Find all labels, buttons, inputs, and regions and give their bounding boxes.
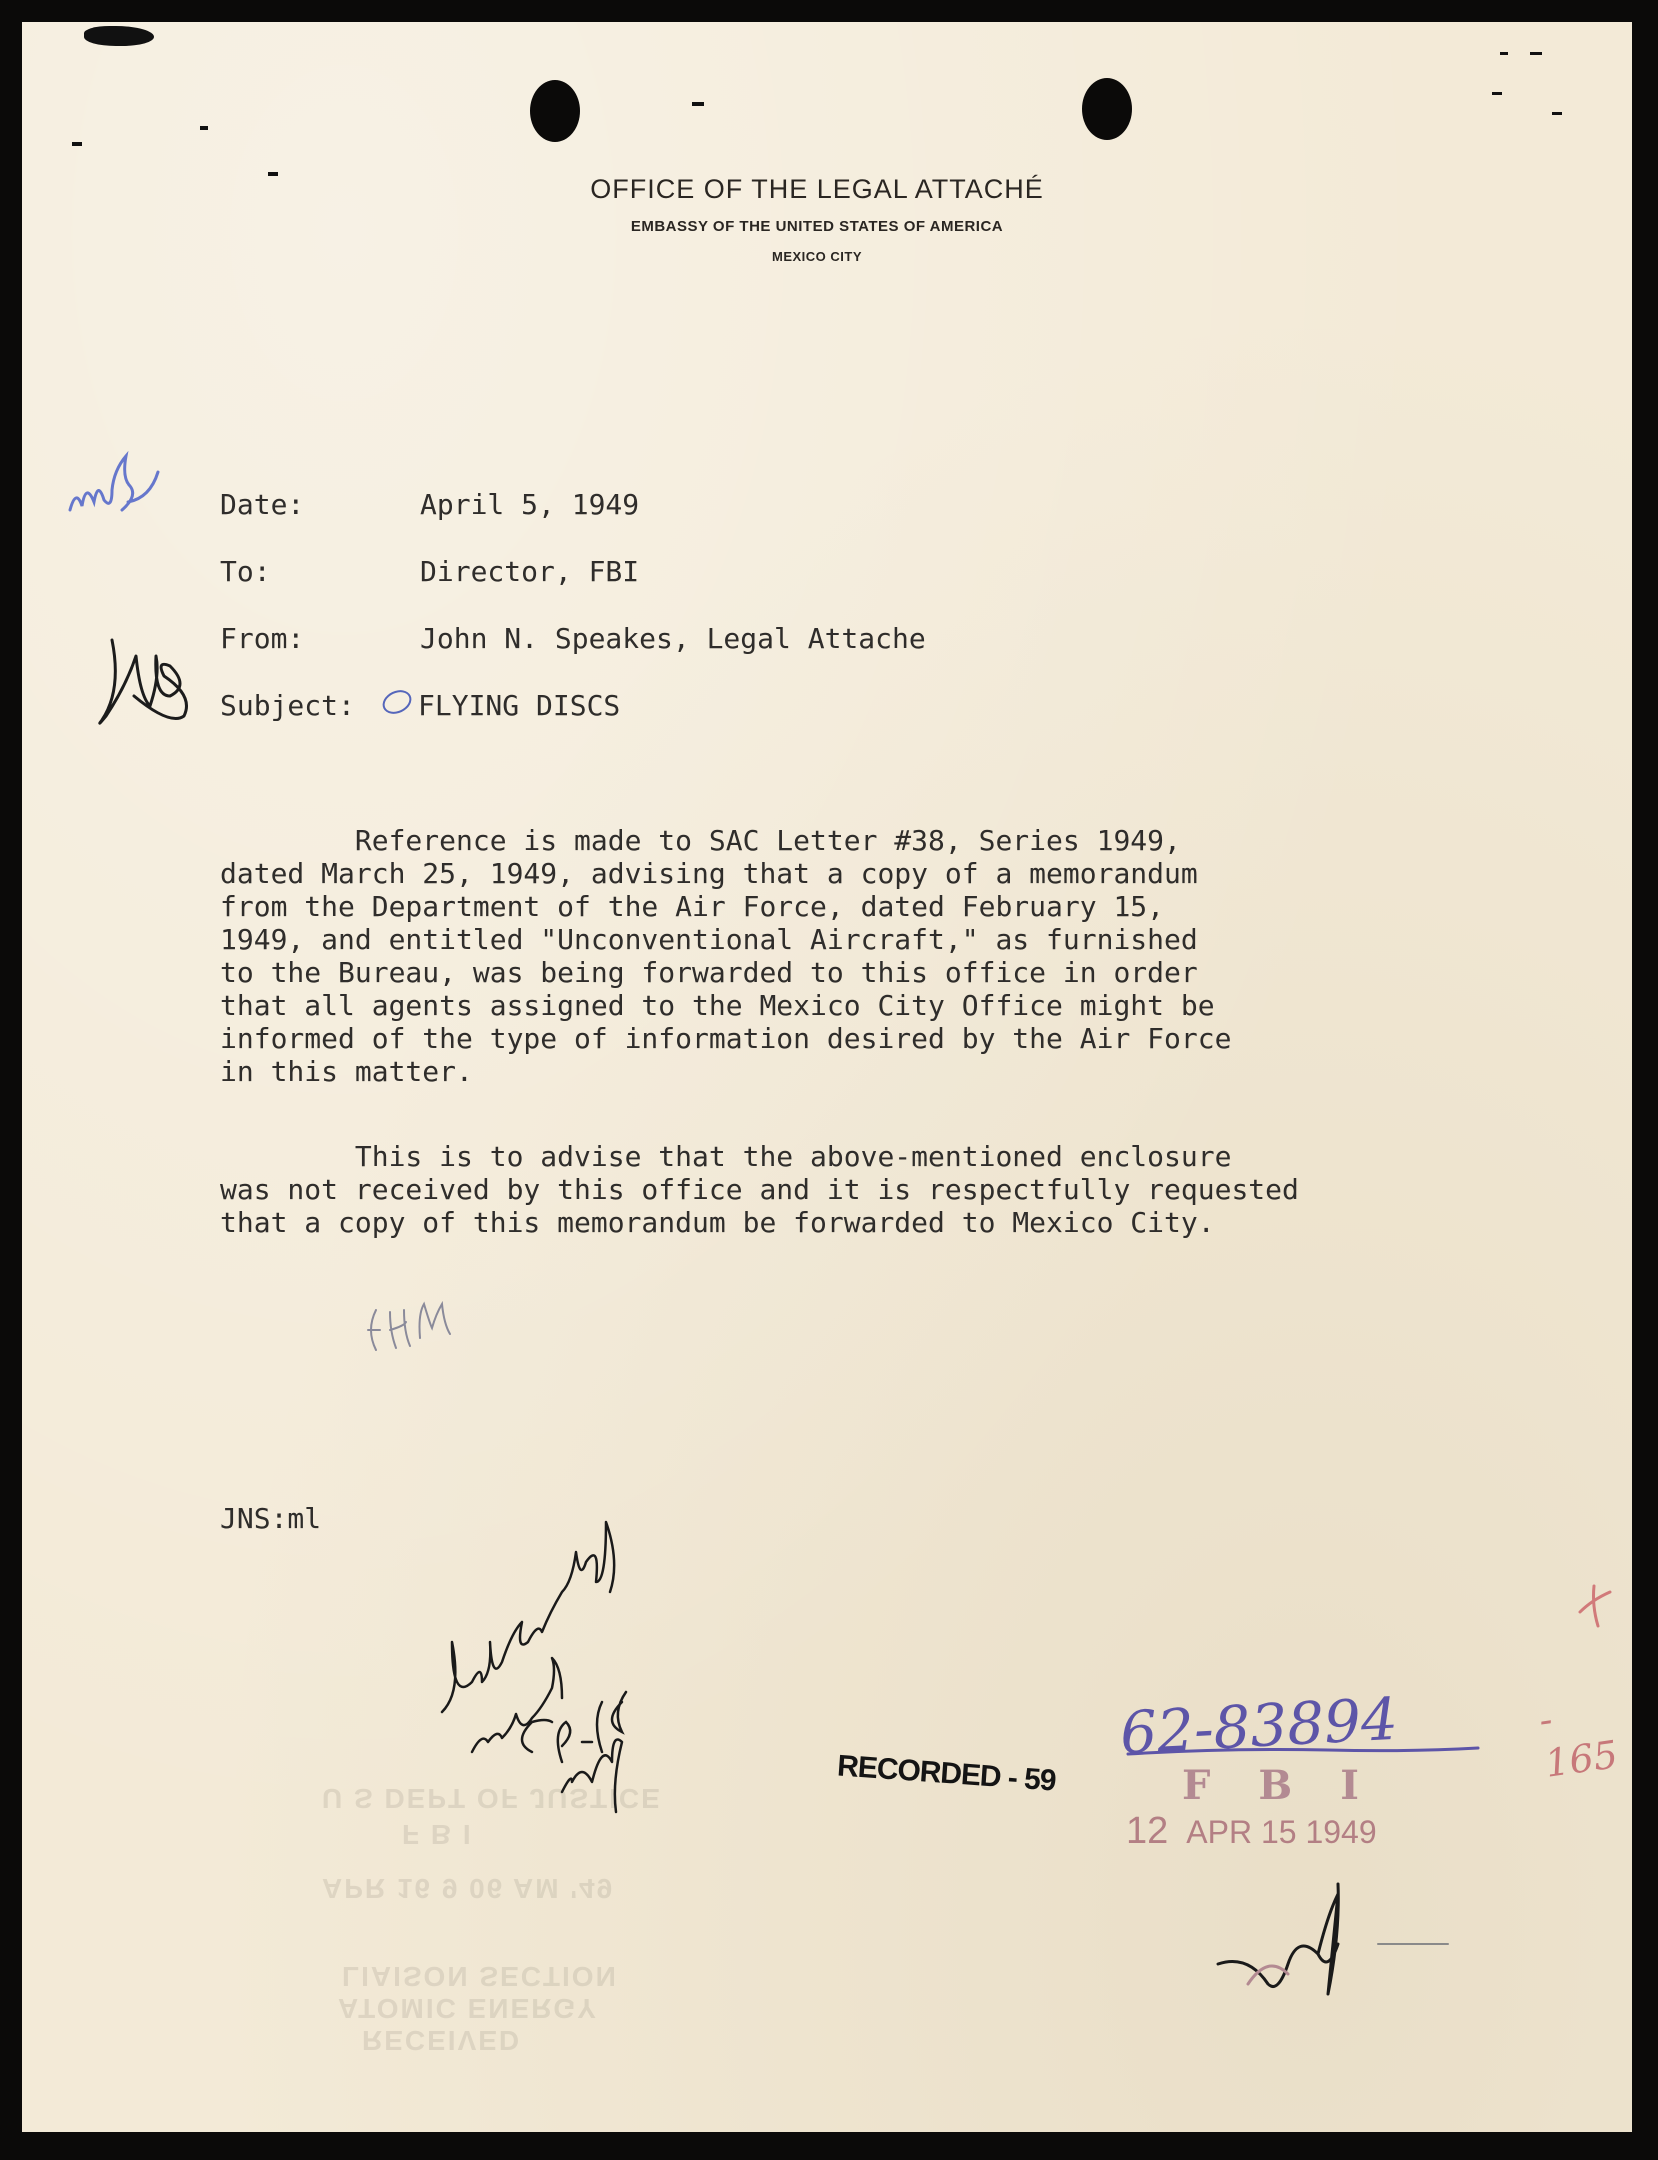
letterhead-embassy: EMBASSY OF THE UNITED STATES OF AMERICA (630, 218, 1004, 235)
speck (1530, 52, 1542, 55)
ghost-stamp-line: ATOMIC ENERGY (338, 1993, 598, 2024)
speck (1492, 92, 1502, 95)
handwritten-note-mexico-city (422, 1462, 722, 1822)
speck (692, 102, 704, 106)
to-label: To: (220, 555, 271, 588)
date-stamp-date: APR 15 1949 (1186, 1814, 1377, 1850)
ghost-stamp-line: LIAISON SECTION (342, 1961, 618, 1992)
speck (200, 126, 208, 130)
handwritten-file-signature (1208, 1854, 1468, 2014)
date-label: Date: (220, 488, 305, 521)
body-paragraph-2: This is to advise that the above-mentioned enclosure was not received by this office and it is respectfully requested that a copy of this memorandum be forwarded to Mexico City. (220, 1140, 1299, 1239)
recorded-stamp: RECORDED - 59 (836, 1749, 1057, 1798)
document-page (22, 22, 1632, 2132)
pen-circle-mark (379, 686, 415, 719)
received-date-stamp (1126, 1810, 1377, 1853)
from-value: John N. Speakes, Legal Attache (420, 622, 926, 655)
date-value: April 5, 1949 (420, 488, 640, 521)
ghost-stamp-line: F B I (402, 1819, 473, 1850)
body-paragraph-1: Reference is made to SAC Letter #38, Series 1949, dated March 25, 1949, advising that a copy of a memorandum from the Department of the Air Force, dated February 15, 1949, and entitled "Unconventional Aircraft," as furnished to the Bureau, was being forwarded to this office in order that all agents assigned to the Mexico City Office might be informed of the type of information desired by the Air Force in this matter. (220, 824, 1232, 1088)
subject-label: Subject: (220, 689, 355, 722)
to-value: Director, FBI (420, 555, 640, 588)
handwritten-initials-ms (62, 450, 172, 540)
file-number: 62-83894 (1118, 1684, 1400, 1768)
typist-initials: JNS:ml (220, 1502, 322, 1535)
speck (72, 142, 82, 146)
date-stamp-day: 12 (1126, 1810, 1169, 1852)
punch-hole-left (530, 80, 580, 142)
punch-hole-right (1082, 78, 1132, 140)
speck (1552, 112, 1562, 115)
from-label: From: (220, 622, 305, 655)
file-number-suffix: - 165 (1536, 1696, 1621, 1786)
letterhead-office: OFFICE OF THE LEGAL ATTACHÉ (590, 174, 1044, 204)
handwritten-initials-ehm (362, 1290, 472, 1360)
ghost-stamp-line: RECEIVED (362, 2025, 522, 2056)
torn-corner-mark (84, 26, 154, 46)
ghost-stamp-line: APR 16 9 06 AM '49 (322, 1873, 615, 1904)
handwritten-initials-jns (92, 620, 202, 740)
handwritten-checkmark (1572, 1582, 1622, 1632)
speck (1500, 52, 1508, 55)
letterhead-city: MEXICO CITY (771, 249, 862, 264)
ghost-stamp-line: U S DEPT OF JUSTICE (322, 1783, 662, 1814)
fbi-stamp: FBI (1182, 1762, 1407, 1809)
subject-value: FLYING DISCS (418, 689, 621, 722)
